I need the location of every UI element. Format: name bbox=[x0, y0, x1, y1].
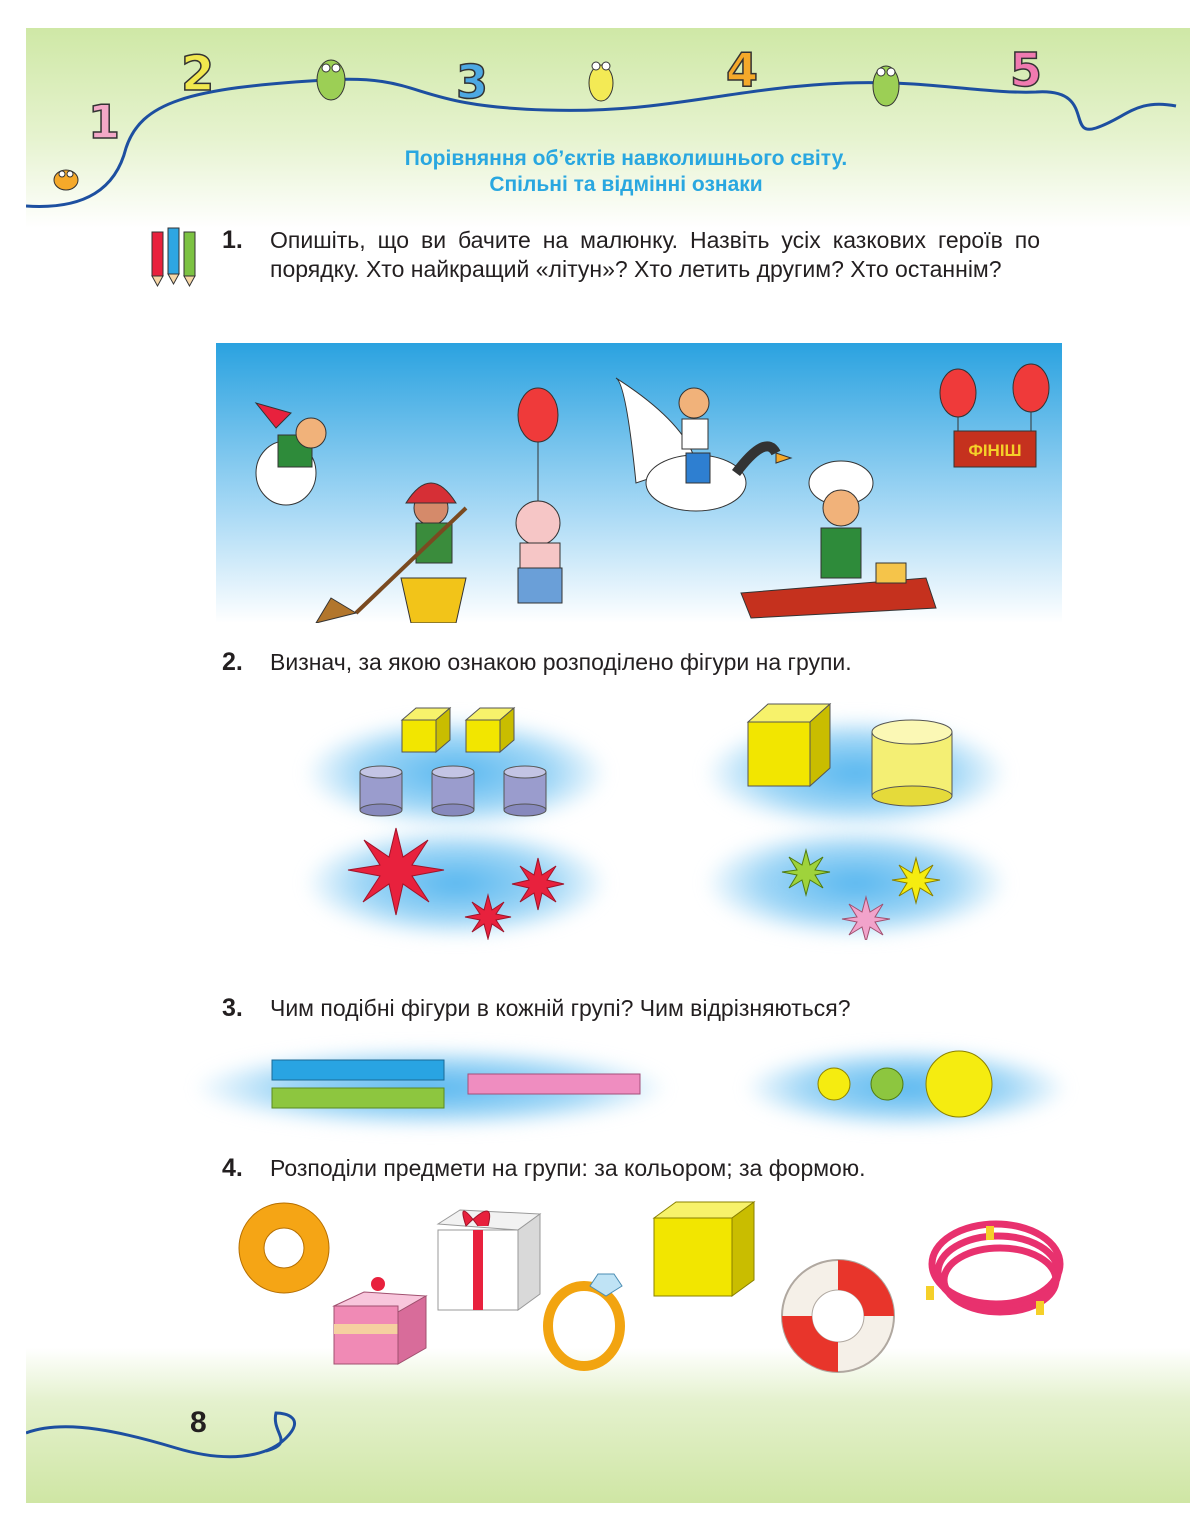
page-number: 8 bbox=[190, 1406, 207, 1439]
svg-text:2: 2 bbox=[181, 46, 215, 102]
green-creature-icon bbox=[317, 60, 345, 100]
digit-character-4 bbox=[726, 43, 758, 97]
task-3 bbox=[222, 994, 1042, 1026]
green-star bbox=[782, 850, 830, 895]
pink-rope-object bbox=[926, 1224, 1060, 1315]
svg-text:5: 5 bbox=[1010, 43, 1043, 97]
blue-rectangle bbox=[272, 1060, 444, 1080]
zero-creature-icon bbox=[589, 62, 613, 101]
page-title bbox=[296, 146, 956, 198]
yellow-cube-object bbox=[654, 1202, 754, 1296]
small-cube bbox=[466, 708, 514, 752]
life-buoy-object bbox=[782, 1260, 894, 1372]
yellow-star bbox=[892, 858, 940, 903]
green-creature-icon bbox=[873, 66, 899, 106]
gift-box-object bbox=[438, 1210, 540, 1310]
large-cylinder bbox=[872, 720, 952, 806]
task-number: 2. bbox=[222, 648, 243, 676]
red-star-small bbox=[512, 858, 564, 910]
task-number: 1. bbox=[222, 226, 243, 254]
task-4 bbox=[222, 1154, 1042, 1186]
svg-text:1: 1 bbox=[88, 95, 121, 149]
shapes-group-right bbox=[736, 700, 996, 940]
pink-rectangle bbox=[468, 1074, 640, 1094]
task-1 bbox=[222, 226, 1042, 316]
task-4-objects bbox=[226, 1196, 1086, 1396]
digit-character-5 bbox=[1010, 43, 1042, 97]
pink-star bbox=[842, 897, 890, 940]
small-cube bbox=[402, 708, 450, 752]
task-number: 4. bbox=[222, 1154, 243, 1182]
gold-ring-object bbox=[548, 1274, 622, 1366]
yellow-circle-large bbox=[926, 1051, 992, 1117]
pencils-icon bbox=[146, 226, 206, 290]
title-line-1: Порівняння об’єктів навколишнього світу. bbox=[404, 147, 848, 170]
task-text: Визнач, за якою ознакою розподілено фігури на групи. bbox=[270, 649, 852, 675]
small-cylinder bbox=[432, 766, 474, 816]
small-cylinder bbox=[504, 766, 546, 816]
digit-character-1 bbox=[88, 95, 120, 149]
task-2 bbox=[222, 648, 1042, 680]
svg-text:3: 3 bbox=[456, 55, 489, 109]
digit-character-3 bbox=[456, 55, 488, 109]
task-3-shapes bbox=[266, 1050, 1026, 1130]
textbook-page bbox=[26, 28, 1190, 1503]
green-rectangle bbox=[272, 1088, 444, 1108]
small-cylinder bbox=[360, 766, 402, 816]
task-text: Розподіли предмети на групи: за кольором; за формою. bbox=[270, 1155, 866, 1181]
title-line-2: Спільні та відмінні ознаки bbox=[489, 173, 763, 196]
task-text: Опишіть, що ви бачите на малюнку. Назвіть усіх казкових героїв по порядку. Хто найкращий «літун»? Хто летить другим? Хто останнім? bbox=[270, 227, 1040, 282]
red-star-large bbox=[348, 828, 444, 915]
digit-character-2 bbox=[181, 46, 214, 102]
cake-object bbox=[334, 1277, 426, 1364]
large-cube bbox=[748, 704, 830, 786]
orange-ring-object bbox=[239, 1203, 329, 1293]
svg-text:4: 4 bbox=[726, 43, 759, 97]
fairy-tale-race-illustration bbox=[216, 343, 1062, 623]
task-number: 3. bbox=[222, 994, 243, 1022]
orange-creature-icon bbox=[54, 170, 78, 190]
shapes-group-left bbox=[336, 700, 616, 940]
task-text: Чим подібні фігури в кожній групі? Чим відрізняються? bbox=[270, 995, 851, 1021]
svg-text:ФІНІШ: ФІНІШ bbox=[968, 441, 1022, 460]
green-circle-small bbox=[871, 1068, 903, 1100]
header-decoration bbox=[26, 28, 1190, 228]
yellow-circle-small bbox=[818, 1068, 850, 1100]
red-star-small bbox=[465, 895, 511, 939]
